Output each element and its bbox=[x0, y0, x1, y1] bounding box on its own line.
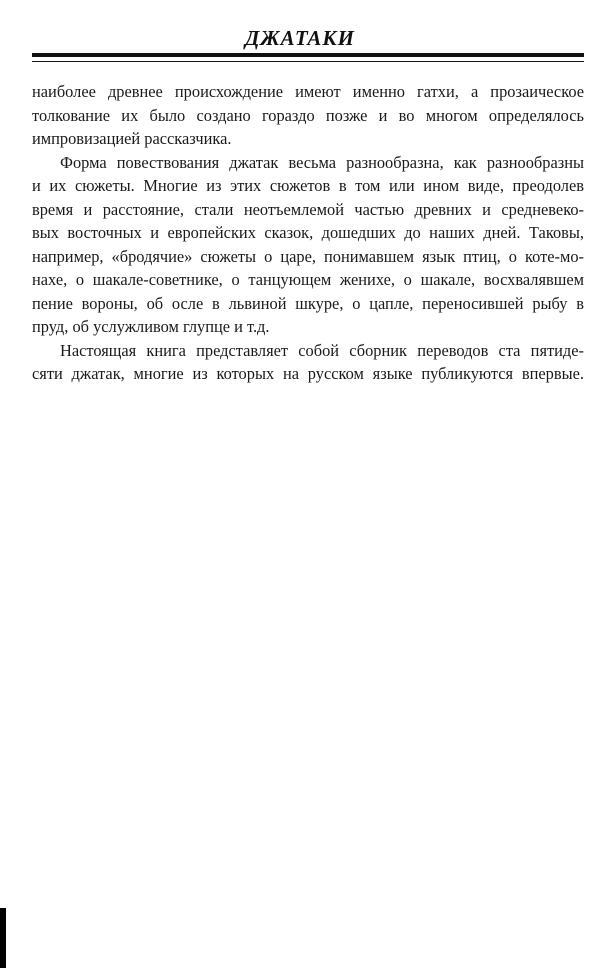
text-line: толкование их было создано гораздо позже и во многом определялось bbox=[32, 105, 584, 125]
running-title: ДЖАТАКИ bbox=[245, 26, 355, 50]
header-rule-thick bbox=[32, 53, 584, 57]
header-rule-thin bbox=[32, 61, 584, 62]
body-text bbox=[32, 80, 584, 386]
text-line: и их сюжеты. Многие из этих сюжетов в том или ином виде, преодолев bbox=[32, 176, 584, 195]
page-header bbox=[0, 0, 600, 70]
text-line: нахе, о шакале-советнике, о танцующем женихе, о шакале, восхвалявшем bbox=[32, 270, 584, 289]
paragraph-first-line: Настоящая книга представляет собой сборник переводов ста пятиде- bbox=[60, 340, 584, 360]
text-line: время и расстояние, стали неотъемлемой частью древних и средневеко- bbox=[32, 199, 584, 219]
text-line: сяти джатак, многие из которых на русском языке публикуются впервые. bbox=[32, 364, 584, 383]
text-line: наиболее древнее происхождение имеют именно гатхи, а прозаическое bbox=[32, 82, 584, 101]
page-edge-shadow bbox=[0, 908, 6, 968]
text-line: пение вороны, об осле в львиной шкуре, о цапле, переносившей рыбу в bbox=[32, 293, 584, 313]
text-line: импровизацией рассказчика. bbox=[32, 129, 232, 148]
text-line: вых восточных и европейских сказок, дошедших до наших дней. Таковы, bbox=[32, 223, 584, 242]
paragraph-first-line: Форма повествования джатак весьма разнообразна, как разнообразны bbox=[60, 152, 584, 172]
text-line: пруд, об услужливом глупце и т.д. bbox=[32, 317, 270, 336]
text-line: например, «бродячие» сюжеты о царе, понимавшем язык птиц, о коте-мо- bbox=[32, 246, 584, 266]
